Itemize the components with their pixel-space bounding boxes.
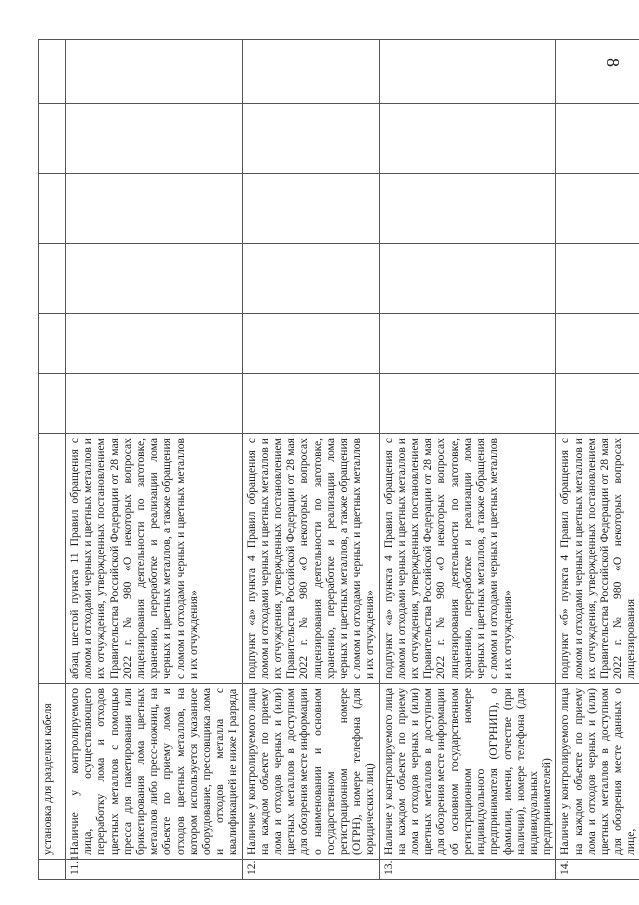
table-cell [39, 314, 66, 374]
table-cell [242, 314, 379, 374]
table-cell [556, 174, 639, 244]
norm-cell: подпункт «а» пункта 4 Правил обращения с ломом и отходами черных и цветных металлов и их отчуждения, утвержденных постановлением Правительства Российской Федерации от 28 мая 2022 г. № 980 «О некоторых вопросах лицензирования деятельности по заготовке, хранению, переработке и реализации лома черных и цветных металлов, а также обращения с ломом и отходами черных и цветных металлов и их отчуждения» [242, 434, 379, 684]
checklist-table [38, 39, 639, 880]
row-number: 14. [556, 860, 639, 880]
table-cell [242, 374, 379, 434]
table-cell [379, 40, 556, 104]
table-cell [242, 174, 379, 244]
table-cell [379, 104, 556, 174]
rotated-table-container [38, 40, 638, 880]
table-cell [39, 374, 66, 434]
requirement-cell: Наличие у контролируемого лица, осуществляющего переработку лома и отходов цветных металлов с помощью пресса для пакетирования или брикетирования лома цветных металлов либо пресс-ножниц, на объекте по приему лома и отходов цветных металлов, на котором используется указанное оборудование, прессовщика лома и отходов металла с квалификацией не ниже I разряда [66, 684, 243, 860]
table-cell [39, 244, 66, 314]
table-cell [556, 314, 639, 374]
table-cell [379, 374, 556, 434]
table-cell [379, 174, 556, 244]
table-cell [66, 314, 243, 374]
table-cell [242, 40, 379, 104]
row-number: 11.1 [66, 860, 243, 880]
table-cell [66, 374, 243, 434]
table-cell [39, 434, 66, 684]
table-cell [66, 244, 243, 314]
header-cell: установка для разделки кабеля [39, 684, 66, 860]
table-cell [39, 104, 66, 174]
table-cell [39, 40, 66, 104]
table-cell [39, 174, 66, 244]
table-cell [242, 244, 379, 314]
table-row [66, 40, 243, 880]
table-cell [66, 174, 243, 244]
table-row [242, 40, 379, 880]
table-cell [66, 40, 243, 104]
norm-cell: абзац шестой пункта 11 Правил обращения с ломом и отходами черных и цветных металлов и их отчуждения, утвержденных постановлением Правительства Российской Федерации от 28 мая 2022 г. № 980 «О некоторых вопросах лицензирования деятельности по заготовке, хранению, переработке и реализации лома черных и цветных металлов, а также обращения с ломом и отходами черных и цветных металлов и их отчуждения» [66, 434, 243, 684]
table-cell [379, 314, 556, 374]
requirement-cell: Наличие у контролируемого лица на каждом объекте по приему лома и отходов черных и (или) цветных металлов в доступном для обозрения месте информации об основном государственном регистрационном номере индивидуального предпринимателя (ОГРНИП), о фамилии, имени, отчестве (при наличии), номере телефона (для индивидуальных предпринимателей) [379, 684, 556, 860]
row-number: 13. [379, 860, 556, 880]
table-cell [556, 244, 639, 314]
table-cell [556, 40, 639, 104]
table-cell [556, 374, 639, 434]
requirement-cell: Наличие у контролируемого лица на каждом объекте по приему лома и отходов черных и (или) цветных металлов в доступном для обозрения месте информации о наименовании и основном государственном регистрационном номере (ОГРН), номере телефона (для юридических лиц) [242, 684, 379, 860]
norm-cell: подпункт «а» пункта 4 Правил обращения с ломом и отходами черных и цветных металлов и их отчуждения, утвержденных постановлением Правительства Российской Федерации от 28 мая 2022 г. № 980 «О некоторых вопросах лицензирования деятельности по заготовке, хранению, переработке и реализации лома черных и цветных металлов, а также обращения с ломом и отходами черных и цветных металлов и их отчуждения» [379, 434, 556, 684]
table-row [39, 40, 66, 880]
page-number: 8 [603, 58, 623, 67]
table-cell [66, 104, 243, 174]
table-cell [242, 104, 379, 174]
norm-cell: подпункт «б» пункта 4 Правил обращения с ломом и отходами черных и цветных металлов и их отчуждения, утвержденных постановлением Правительства Российской Федерации от 28 мая 2022 г. № 980 «О некоторых вопросах лицензирования [556, 434, 639, 684]
table-cell [39, 860, 66, 880]
table-cell [379, 244, 556, 314]
table-row [379, 40, 556, 880]
table-cell [556, 104, 639, 174]
table-row [556, 40, 639, 880]
requirement-cell: Наличие у контролируемого лица на каждом объекте по приему лома и отходов черных и (или) цветных металлов в доступном для обозрения месте данных о лице, [556, 684, 639, 860]
row-number: 12. [242, 860, 379, 880]
